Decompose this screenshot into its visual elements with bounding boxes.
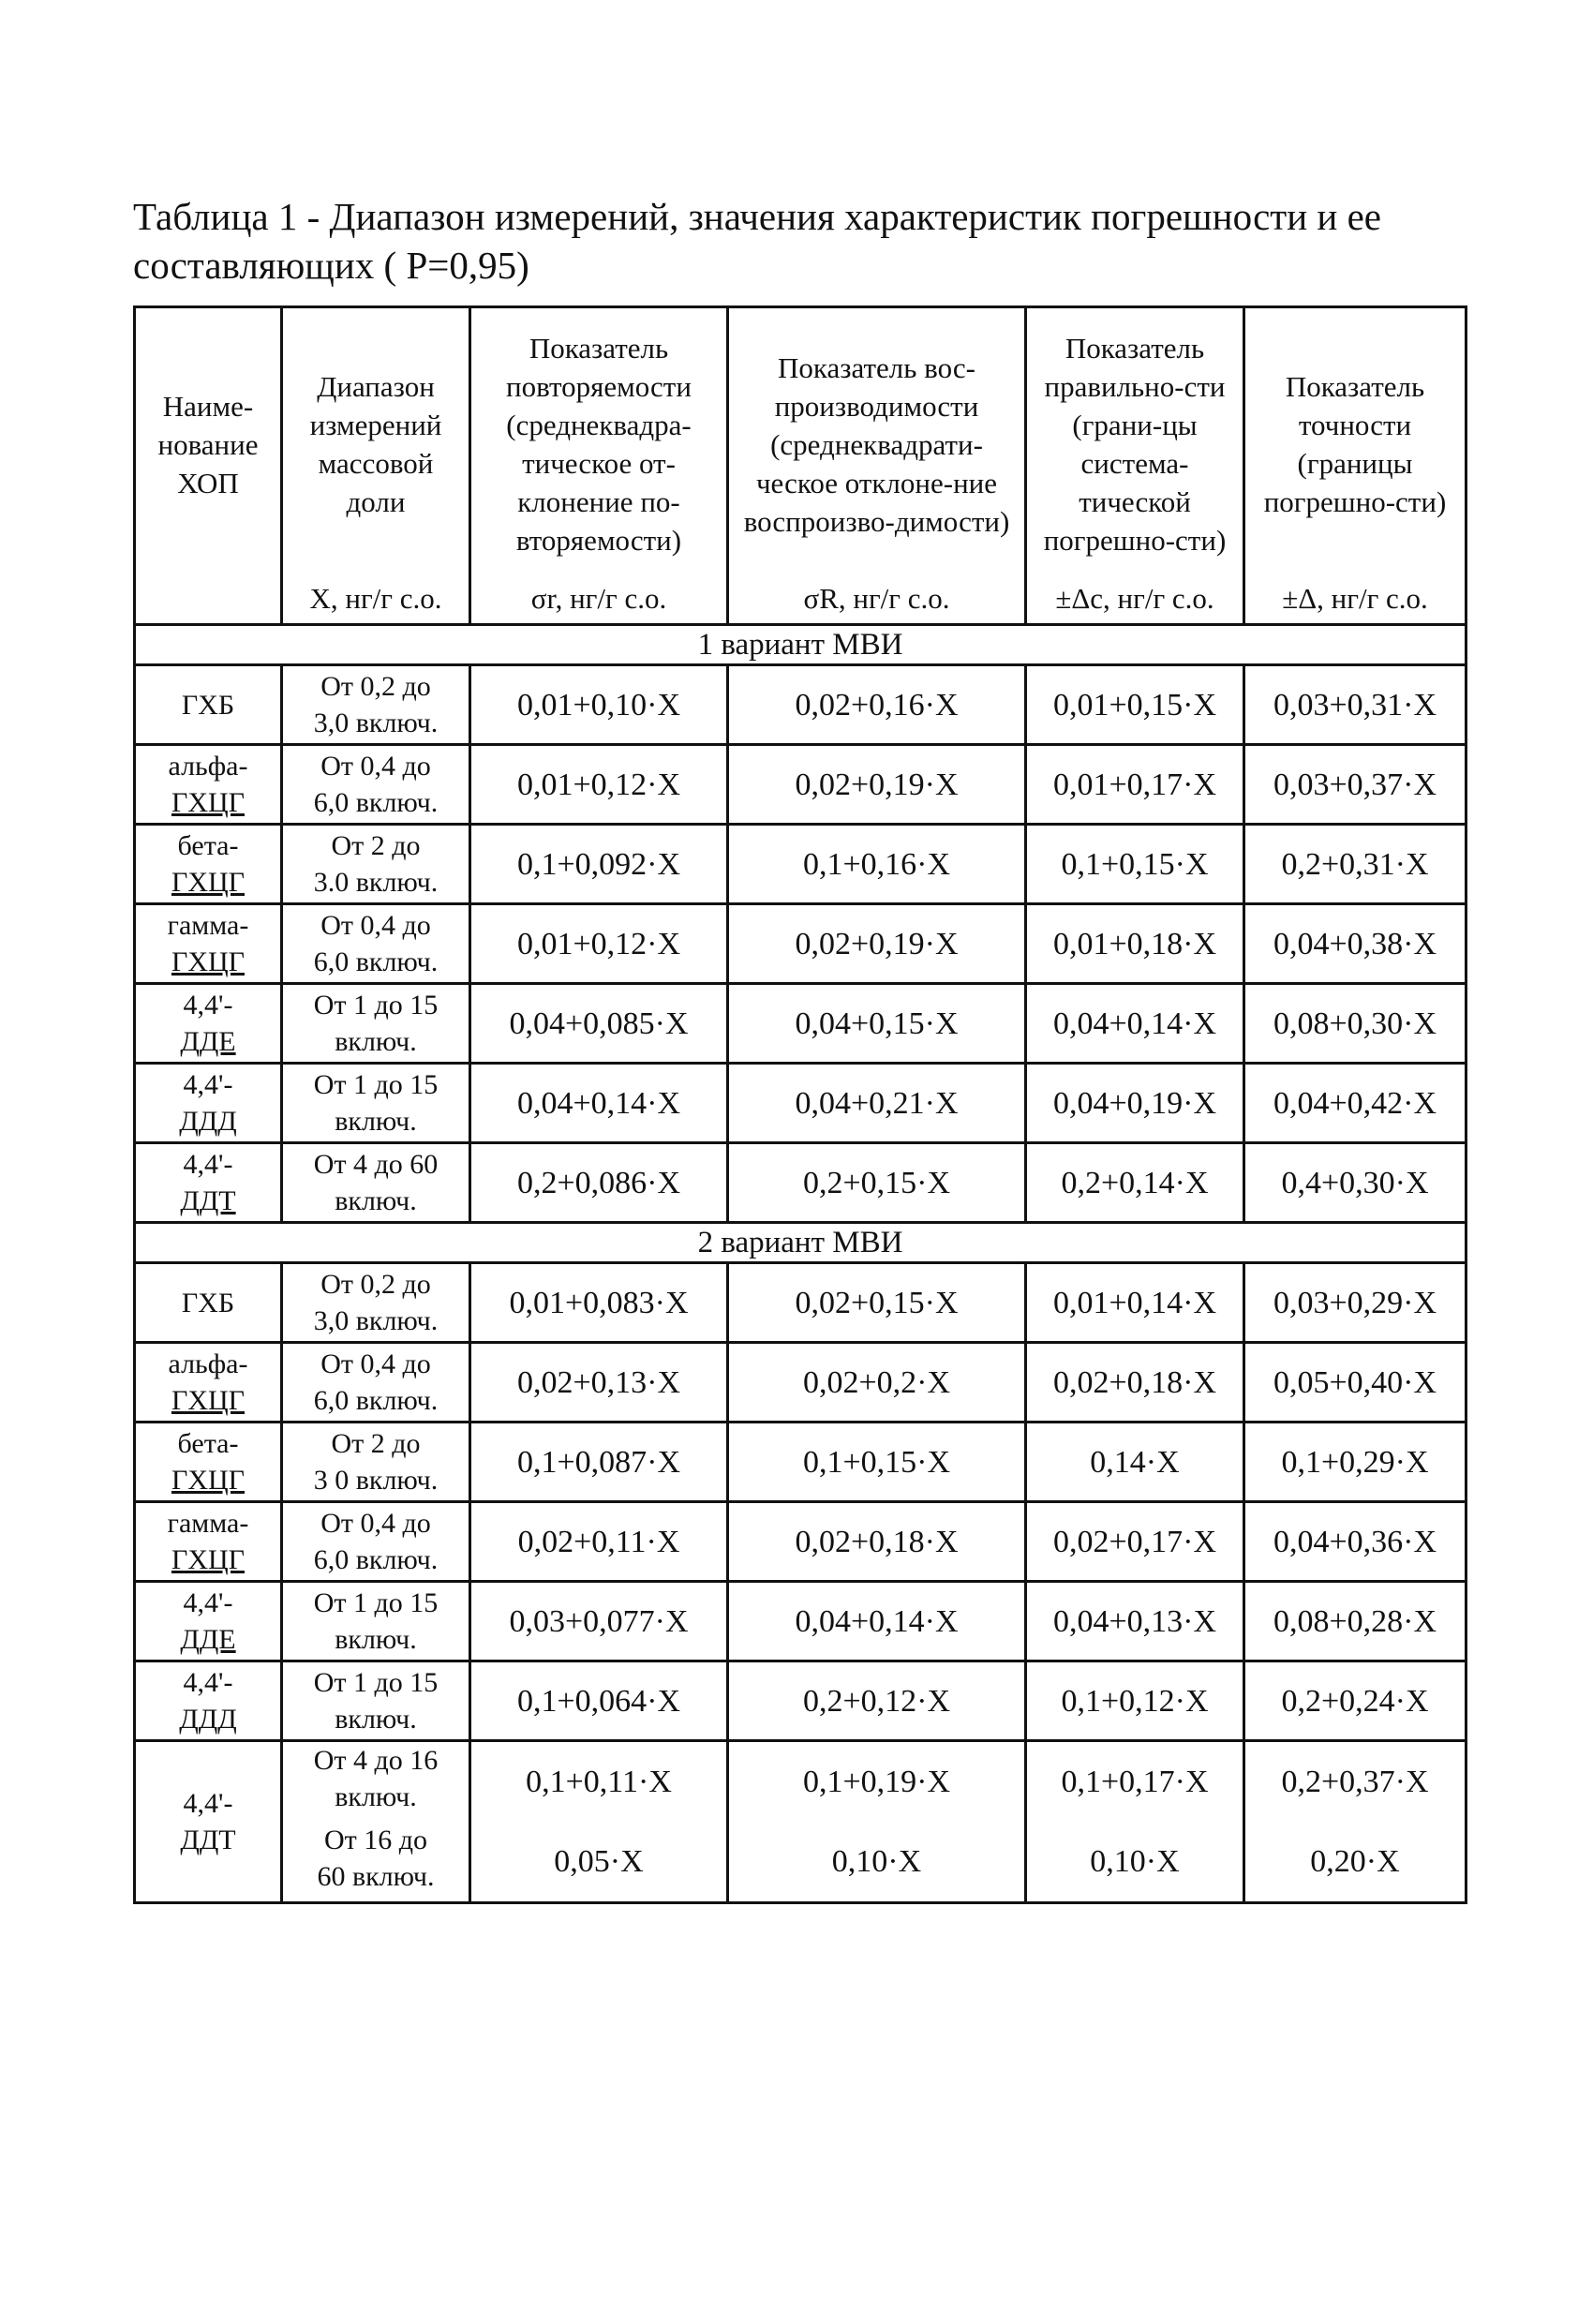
value-cell: 0,01+0,12·X [470,745,728,825]
table-row [135,825,1466,904]
range-line1: От 0,4 до [320,910,431,941]
value-cell: 0,14·X [1026,1423,1244,1502]
range-subrange [286,1822,466,1901]
value-cell: 0,04+0,13·X [1026,1582,1244,1661]
range-line2: включ. [335,1026,417,1057]
range-cell [282,1661,470,1741]
value-cell: 0,1+0,092·X [470,825,728,904]
range-line1: От 2 до [331,830,421,861]
value-cell: 0,2+0,12·X [728,1661,1026,1741]
range-line1: От 0,4 до [320,1508,431,1539]
compound-name-line1: гамма- [167,1508,249,1539]
compound-name-cell [135,984,282,1064]
range-line1: От 1 до 15 [313,1069,439,1100]
range-line1: От 0,2 до [320,671,431,702]
compound-name-line2: ДДЕ [180,1026,236,1057]
value-cell [1026,1741,1244,1903]
value-cell: 0,02+0,18·X [728,1502,1026,1582]
compound-name-line2: ДДЕ [180,1624,236,1655]
value-cell [470,1741,728,1903]
range-line2: включ. [335,1781,417,1812]
compound-name-cell [135,1143,282,1223]
range-line2: 6,0 включ. [313,1544,439,1575]
compound-name-cell [135,825,282,904]
value-cell: 0,08+0,28·X [1244,1582,1466,1661]
table-row [135,665,1466,745]
value-cell: 0,03+0,29·X [1244,1263,1466,1343]
range-cell [282,745,470,825]
compound-name-line2: ГХЦГ [171,867,246,898]
section-title: 2 вариант МВИ [135,1223,1466,1263]
range-cell [282,984,470,1064]
value-cell: 0,04+0,14·X [1026,984,1244,1064]
value-subrange: 0,1+0,17·X [1061,1765,1209,1799]
range-cell [282,1143,470,1223]
value-cell: 0,04+0,36·X [1244,1502,1466,1582]
compound-name-line2: ДДТ [180,1185,236,1216]
range-line1: От 4 до 60 [313,1149,439,1180]
header-repeatability: Показатель повторяемости (среднеквадра-тическое от-клонение по-вторяемости) σr, нг/г с.о. [470,307,728,625]
section-row [135,1223,1466,1263]
value-cell: 0,2+0,24·X [1244,1661,1466,1741]
value-cell: 0,04+0,085·X [470,984,728,1064]
range-line2: включ. [335,1704,417,1735]
data-table [133,305,1467,1904]
table-row [135,745,1466,825]
value-cell: 0,02+0,2·X [728,1343,1026,1423]
header-accuracy: Показатель точности (границы погрешно-сти) ±Δ, нг/г с.о. [1244,307,1466,625]
range-line1: От 0,2 до [320,1269,431,1300]
range-line2: 3 0 включ. [313,1465,439,1496]
compound-name-cell [135,1582,282,1661]
value-cell: 0,03+0,077·X [470,1582,728,1661]
table-row [135,1263,1466,1343]
value-cell: 0,03+0,37·X [1244,745,1466,825]
compound-name-line1: 4,4'- [183,1587,233,1618]
value-subrange: 0,2+0,37·X [1281,1765,1429,1799]
section-row [135,625,1466,665]
value-cell: 0,04+0,19·X [1026,1064,1244,1143]
range-cell [282,904,470,984]
range-line2: включ. [335,1624,417,1655]
section-title: 1 вариант МВИ [135,625,1466,665]
value-cell: 0,1+0,15·X [728,1423,1026,1502]
header-range: Диапазон измерений массовой доли X, нг/г с.о. [282,307,470,625]
value-cell: 0,01+0,14·X [1026,1263,1244,1343]
value-cell: 0,1+0,064·X [470,1661,728,1741]
range-line2: 3,0 включ. [313,708,439,738]
range-cell [282,665,470,745]
range-line1: От 1 до 15 [313,1667,439,1698]
compound-name-line2: ДДТ [180,1825,236,1855]
value-cell: 0,04+0,14·X [728,1582,1026,1661]
value-cell: 0,02+0,17·X [1026,1502,1244,1582]
value-cell: 0,01+0,083·X [470,1263,728,1343]
compound-name-line1: 4,4'- [183,1149,233,1180]
value-cell: 0,04+0,15·X [728,984,1026,1064]
compound-name-line1: 4,4'- [183,1667,233,1698]
value-cell: 0,02+0,18·X [1026,1343,1244,1423]
value-cell [1244,1741,1466,1903]
value-cell: 0,08+0,30·X [1244,984,1466,1064]
range-line1: От 16 до [323,1825,428,1855]
value-cell: 0,01+0,12·X [470,904,728,984]
range-line2: 3,0 включ. [313,1305,439,1336]
compound-name-line1: бета- [177,830,239,861]
table-row [135,904,1466,984]
value-cell: 0,1+0,15·X [1026,825,1244,904]
compound-name-cell [135,665,282,745]
range-cell [282,1343,470,1423]
value-cell: 0,02+0,11·X [470,1502,728,1582]
value-cell: 0,01+0,15·X [1026,665,1244,745]
compound-name-cell [135,1502,282,1582]
compound-name-line1: альфа- [168,751,248,782]
compound-name-line1: ГХБ [181,1287,235,1318]
value-cell: 0,1+0,29·X [1244,1423,1466,1502]
compound-name-line1: ГХБ [181,689,235,721]
compound-name-cell [135,1661,282,1741]
value-cell: 0,02+0,13·X [470,1343,728,1423]
range-cell [282,1423,470,1502]
range-cell [282,1502,470,1582]
value-cell: 0,4+0,30·X [1244,1143,1466,1223]
range-cell [282,1064,470,1143]
compound-name-cell [135,1423,282,1502]
compound-name-cell [135,745,282,825]
compound-name-line1: гамма- [167,910,249,941]
compound-name-cell [135,904,282,984]
compound-name-line2: ГХЦГ [171,1385,246,1416]
value-cell: 0,04+0,14·X [470,1064,728,1143]
range-line1: От 0,4 до [320,751,431,782]
compound-name-cell [135,1064,282,1143]
value-cell: 0,01+0,18·X [1026,904,1244,984]
table-row [135,1343,1466,1423]
range-line1: От 1 до 15 [313,990,439,1020]
table-row [135,1143,1466,1223]
range-cell [282,1741,470,1903]
table-row [135,1582,1466,1661]
range-cell [282,1263,470,1343]
compound-name-line2: ДДД [179,1106,237,1137]
value-cell [728,1741,1026,1903]
value-subrange: 0,20·X [1310,1844,1400,1879]
value-cell: 0,02+0,16·X [728,665,1026,745]
value-cell: 0,03+0,31·X [1244,665,1466,745]
value-cell: 0,01+0,10·X [470,665,728,745]
table-row [135,1423,1466,1502]
value-cell: 0,1+0,16·X [728,825,1026,904]
range-line1: От 0,4 до [320,1348,431,1379]
range-line2: 6,0 включ. [313,787,439,818]
compound-name-line2: ГХЦГ [171,787,246,818]
value-cell: 0,2+0,14·X [1026,1143,1244,1223]
compound-name-line1: альфа- [168,1348,248,1379]
header-row [135,307,1466,625]
value-cell: 0,2+0,31·X [1244,825,1466,904]
value-subrange: 0,1+0,19·X [802,1765,951,1799]
range-line1: От 1 до 15 [313,1587,439,1618]
value-cell: 0,2+0,15·X [728,1143,1026,1223]
value-subrange: 0,10·X [1090,1844,1180,1879]
table-row [135,984,1466,1064]
range-line1: От 4 до 16 [313,1745,439,1776]
compound-name-line2: ГХЦГ [171,1544,246,1575]
table-row [135,1064,1466,1143]
value-subrange: 0,05·X [554,1844,644,1879]
range-line2: 60 включ. [317,1861,435,1892]
range-line2: 3.0 включ. [313,867,439,898]
compound-name-line1: бета- [177,1428,239,1459]
value-cell: 0,02+0,19·X [728,904,1026,984]
compound-name-cell [135,1741,282,1903]
header-trueness: Показатель правильно-сти (грани-цы система-тической погрешно-сти) ±Δc, нг/г с.о. [1026,307,1244,625]
value-cell: 0,04+0,21·X [728,1064,1026,1143]
compound-name-cell [135,1343,282,1423]
compound-name-line1: 4,4'- [183,990,233,1020]
compound-name-line2: ГХЦГ [171,1465,246,1496]
header-name: Наиме-нование ХОП [135,307,282,625]
compound-name-line2: ГХЦГ [171,946,246,977]
value-cell: 0,2+0,086·X [470,1143,728,1223]
compound-name-line2: ДДД [179,1704,237,1735]
range-line2: 6,0 включ. [313,1385,439,1416]
range-subrange [286,1742,466,1822]
table-row [135,1502,1466,1582]
value-cell: 0,02+0,15·X [728,1263,1026,1343]
value-cell: 0,04+0,38·X [1244,904,1466,984]
range-cell [282,1582,470,1661]
value-cell: 0,1+0,12·X [1026,1661,1244,1741]
value-cell: 0,05+0,40·X [1244,1343,1466,1423]
table-caption: Таблица 1 - Диапазон измерений, значения характеристик погрешности и ее составляющих ( P=0,95) [133,195,1381,287]
range-cell [282,825,470,904]
value-cell: 0,04+0,42·X [1244,1064,1466,1143]
value-subrange: 0,10·X [831,1844,922,1879]
table-row-split [135,1741,1466,1903]
value-subrange: 0,1+0,11·X [526,1765,672,1799]
range-line2: включ. [335,1106,417,1137]
compound-name-cell [135,1263,282,1343]
compound-name-line1: 4,4'- [183,1788,233,1819]
value-cell: 0,02+0,19·X [728,745,1026,825]
value-cell: 0,1+0,087·X [470,1423,728,1502]
value-cell: 0,01+0,17·X [1026,745,1244,825]
range-line2: включ. [335,1185,417,1216]
header-reproducibility: Показатель вос-производимости (среднеквадрати-ческое отклоне-ние воспроизво-димости) σR, нг/г с.о. [728,307,1026,625]
range-line2: 6,0 включ. [313,946,439,977]
range-line1: От 2 до [331,1428,421,1459]
compound-name-line1: 4,4'- [183,1069,233,1100]
table-row [135,1661,1466,1741]
